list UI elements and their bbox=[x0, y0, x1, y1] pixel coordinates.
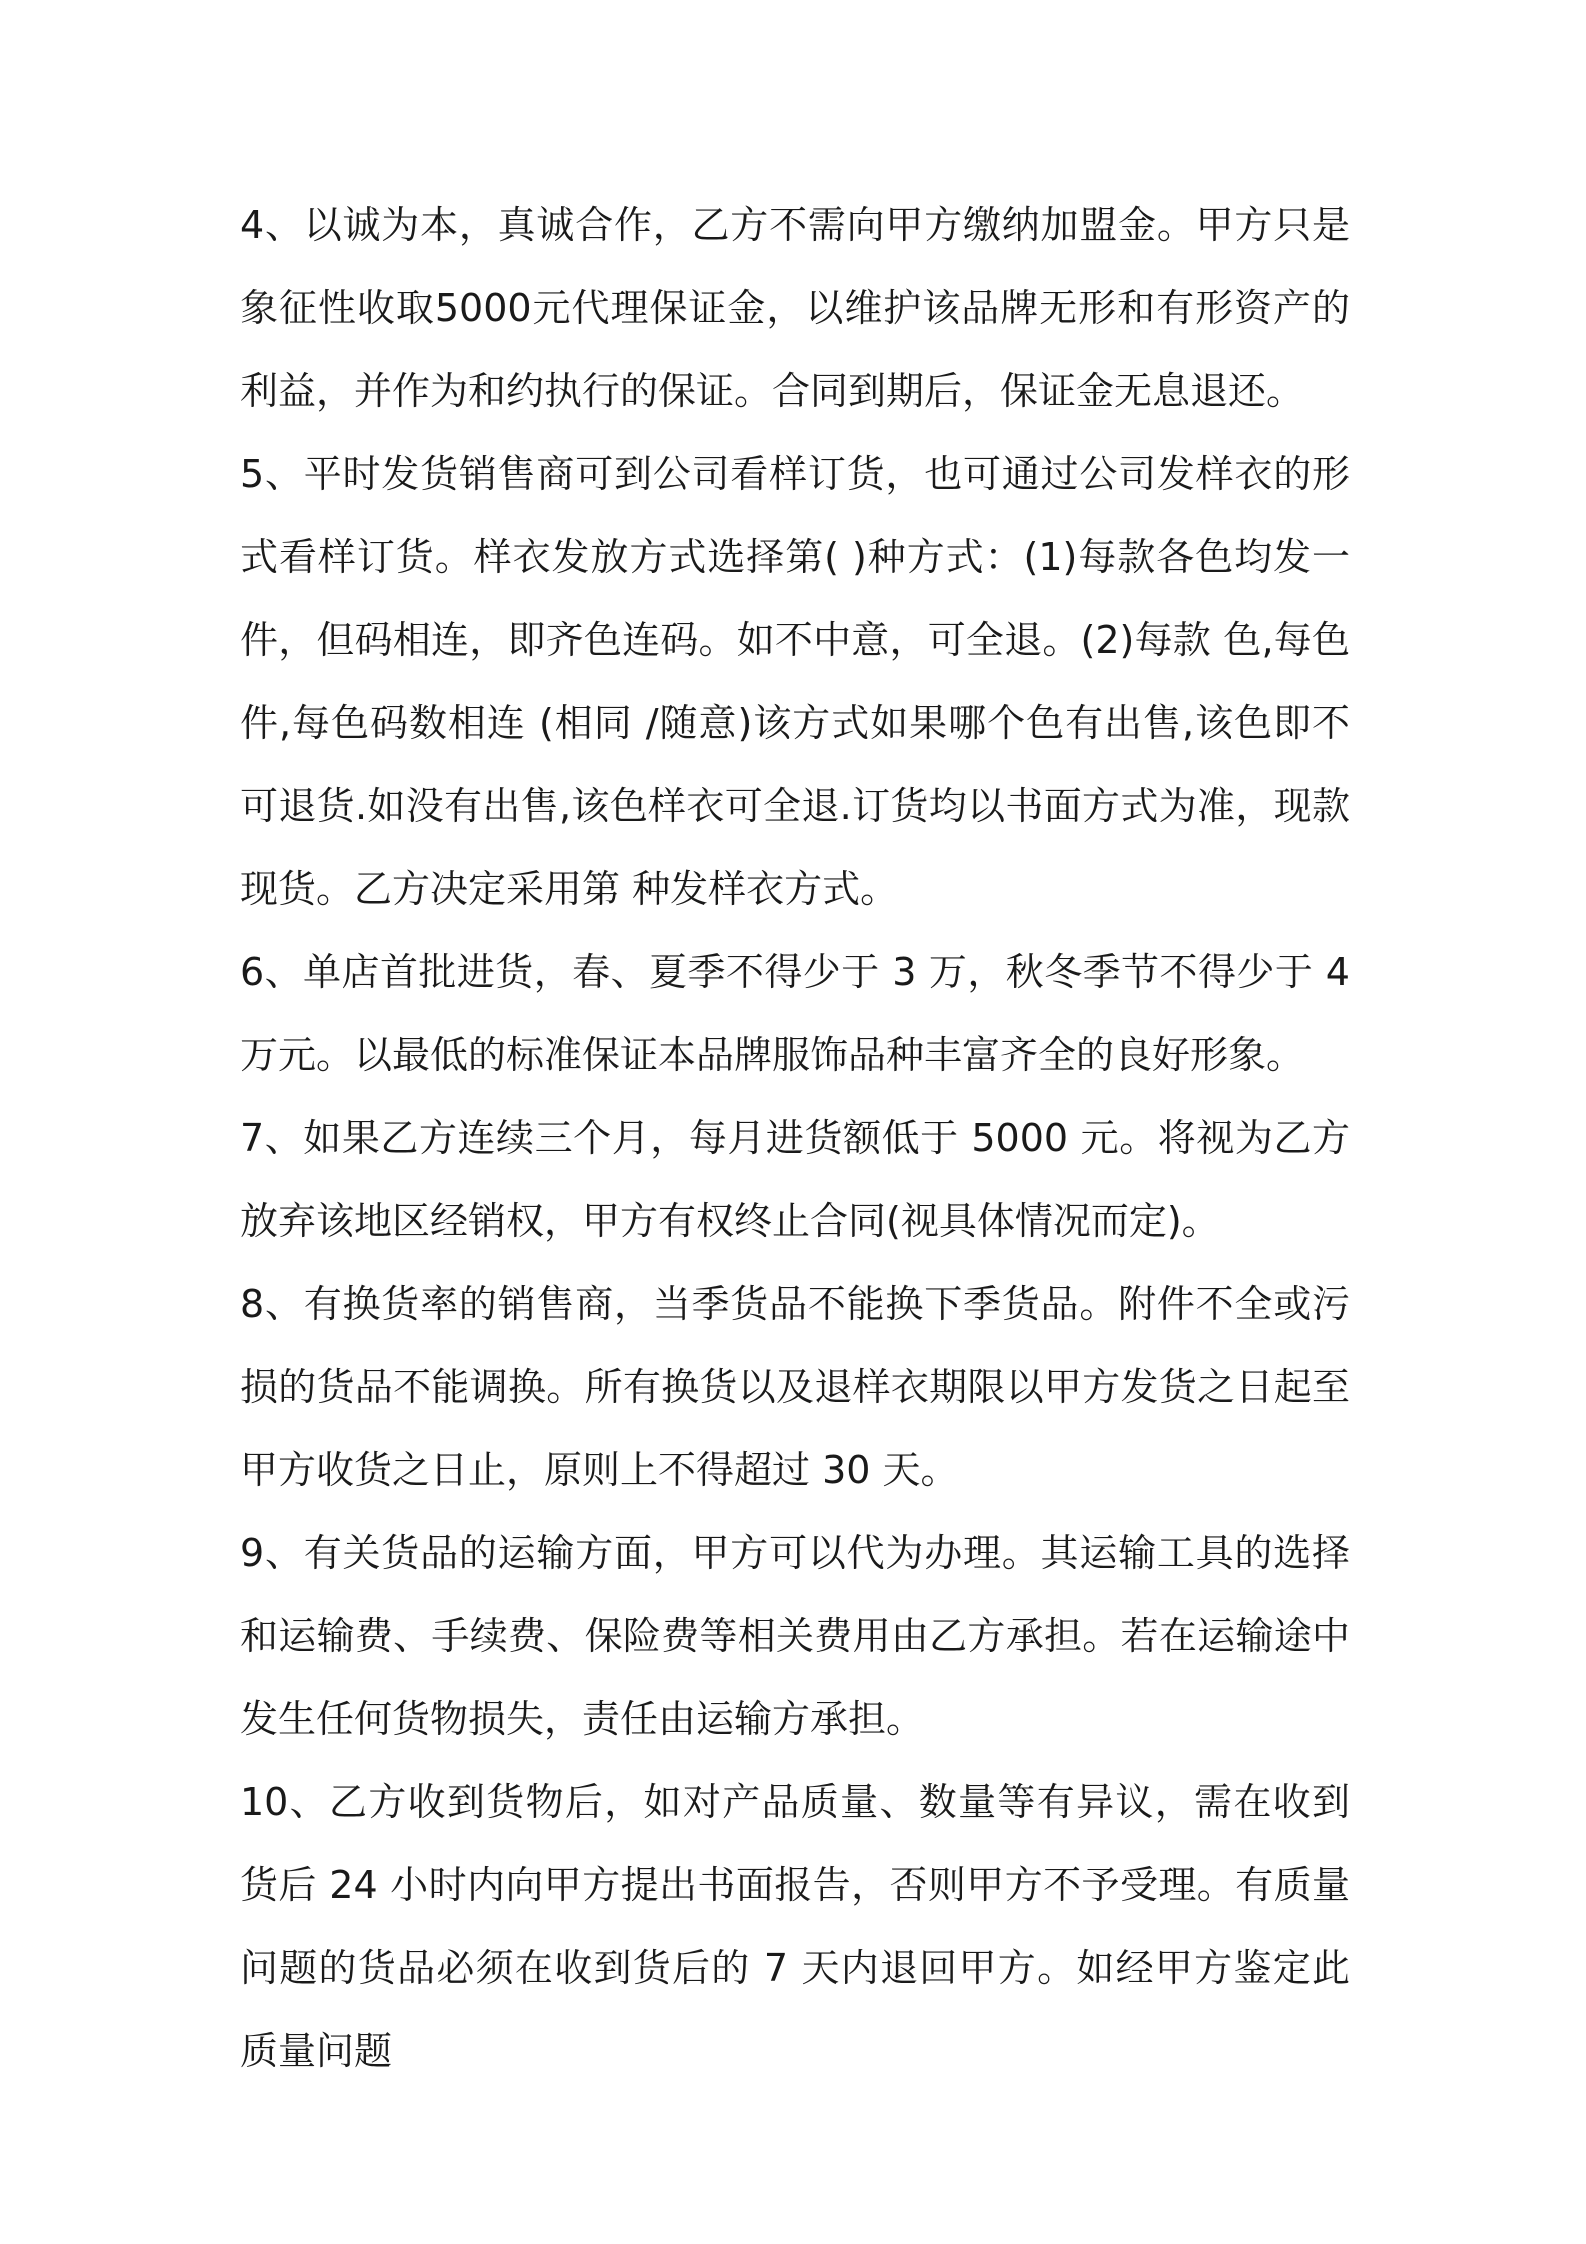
clause-10: 10、乙方收到货物后，如对产品质量、数量等有异议，需在收到货后 24 小时内向甲方提出书面报告，否则甲方不予受理。有质量问题的货品必须在收到货后的 7 天内退回甲方。如经甲方鉴定此质量问题 bbox=[240, 1780, 1350, 2073]
clause-6: 6、单店首批进货，春、夏季不得少于 3 万，秋冬季节不得少于 4 万元。以最低的标准保证本品牌服饰品种丰富齐全的良好形象。 bbox=[240, 950, 1350, 1077]
clause-4: 4、以诚为本，真诚合作，乙方不需向甲方缴纳加盟金。甲方只是象征性收取5000元代理保证金，以维护该品牌无形和有形资产的利益，并作为和约执行的保证。合同到期后，保证金无息退还。 bbox=[240, 203, 1350, 413]
document-body bbox=[240, 184, 1350, 2093]
clause-9: 9、有关货品的运输方面，甲方可以代为办理。其运输工具的选择和运输费、手续费、保险费等相关费用由乙方承担。若在运输途中发生任何货物损失，责任由运输方承担。 bbox=[240, 1531, 1350, 1741]
clause-7: 7、如果乙方连续三个月，每月进货额低于 5000 元。将视为乙方放弃该地区经销权，甲方有权终止合同(视具体情况而定)。 bbox=[240, 1116, 1350, 1243]
clause-8: 8、有换货率的销售商，当季货品不能换下季货品。附件不全或污损的货品不能调换。所有换货以及退样衣期限以甲方发货之日起至甲方收货之日止，原则上不得超过 30 天。 bbox=[240, 1282, 1350, 1492]
clause-5: 5、平时发货销售商可到公司看样订货，也可通过公司发样衣的形式看样订货。样衣发放方式选择第( )种方式：(1)每款各色均发一件，但码相连，即齐色连码。如不中意，可全退。(2)每款 色,每色 件,每色码数相连 (相同 /随意)该方式如果哪个色有出售,该色即不可退货.如没有出售,该色样衣可全退.订货均以书面方式为准，现款现货。乙方决定采用第 种发样衣方式。 bbox=[240, 452, 1350, 911]
